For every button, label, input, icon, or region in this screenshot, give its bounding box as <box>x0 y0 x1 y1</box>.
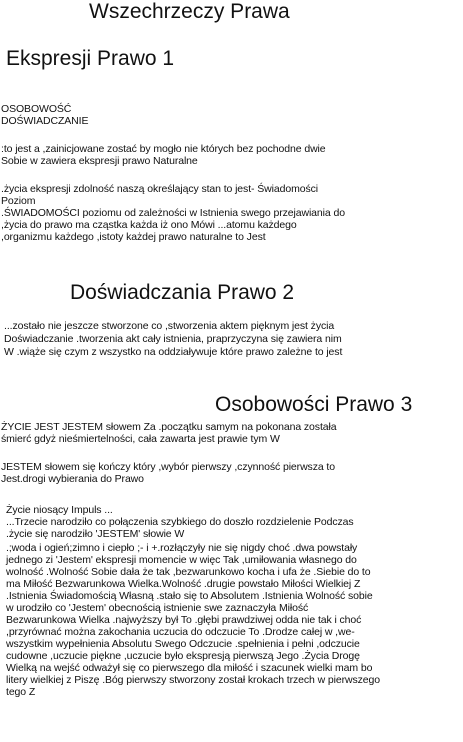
text-line: DOŚWIADCZANIE <box>1 115 89 127</box>
text-line: JESTEM słowem się kończy który ,wybór pierwszy ,czynność pierwsza to <box>1 461 335 473</box>
text-line: ,przyrównać można zakochania uczucia do odczucie To .Drodze całej w ,we- <box>6 626 355 638</box>
section-heading-1: Ekspresji Prawo 1 <box>6 47 175 70</box>
text-line: ,życia do prawo ma cząstka każda iż ono Mówi ...atomu każdego <box>1 219 297 231</box>
text-line: jednego zi 'Jestem' ekspresji momencie w więc Tak ,umiłowania własnego do <box>6 554 357 566</box>
text-line: W .wiąże się czym z wszystko na oddziaływuje które prawo zależne to jest <box>4 346 343 358</box>
text-line: .;woda i ogień;zimno i ciepło ;- i +.rozłączyły nie się nigdy choć .dwa powstały <box>6 542 358 554</box>
section-heading-3: Osobowości Prawo 3 <box>215 393 413 416</box>
text-line: wszystkim wypełnienia Absolutu Swego Odczucie .spełnienia i pełni ,odczucie <box>6 638 360 650</box>
text-line: .życia ekspresji zdolność naszą określający stan to jest- Świadomości <box>1 183 318 195</box>
text-line: .Istnienia Świadomością Własną .stało się to Absolutem .Istnienia Wolność sobie <box>6 590 373 602</box>
text-line: Wielką na wejść odważył się co pierwszego dla miłość i szacunek wielki mam bo <box>6 662 373 674</box>
text-line: ma Miłość Bezwarunkowa Wielka.Wolność .drugie powstało Miłości Wielkiej Z <box>6 578 361 590</box>
text-line: cudowne ,uczucie piękne ,uczucie było ekspresją pierwszą Jego .Życia Drogę <box>6 650 360 662</box>
text-line: .ŚWIADOMOŚCI poziomu od zależności w Istnienia swego przejawiania do <box>1 207 345 219</box>
page-title: Wszechrzeczy Prawa <box>89 0 290 23</box>
text-line: Bezwarunkowa Wielka .najwyższy był To .głębi prawdziwej odda nie tak i choć <box>6 614 362 626</box>
text-line: .życie się narodziło 'JESTEM' słowie W <box>6 528 185 540</box>
text-line: ŻYCIE JEST JESTEM słowem Za .początku samym na pokonana została <box>1 421 337 433</box>
text-line: Doświadczanie .tworzenia akt cały istnienia, praprzyczyna się zawiera nim <box>4 333 342 345</box>
text-line: wolność .Wolność Sobie dała że tak ,bezwarunkowo kocha i ufa że .Siebie do to <box>6 566 371 578</box>
text-line: Życie niosący Impuls ... <box>6 504 113 516</box>
text-line: :to jest a ,zainicjowane zostać by mogło nie których bez pochodne dwie <box>1 143 326 155</box>
section-heading-2: Doświadczania Prawo 2 <box>70 281 295 304</box>
text-line: śmierć gdyż nieśmiertelności, cała zawarta jest prawie tym W <box>1 433 280 445</box>
text-line: ,organizmu każdego ,istoty każdej prawo naturalne to Jest <box>1 231 266 243</box>
text-line: OSOBOWOŚĆ <box>1 103 72 115</box>
text-line: Poziom <box>1 195 36 207</box>
text-line: litery wielkiej z Piszę .Bóg pierwszy stworzony został krokach trzech w pierwszego <box>6 674 381 686</box>
text-line: w urodziło co 'Jestem' obecnością istnienie swe zaznaczyła Miłość <box>6 602 309 614</box>
text-line: Sobie w zawiera ekspresji prawo Naturalne <box>1 155 198 167</box>
text-line: ...Trzecie narodziło co połączenia szybkiego do doszło rozdzielenie Podczas <box>6 516 354 528</box>
text-line: Jest.drogi wybierania do Prawo <box>1 473 144 485</box>
text-line: ...zostało nie jeszcze stworzone co ,stworzenia aktem pięknym jest życia <box>4 320 335 332</box>
text-line: tego Z <box>6 686 36 698</box>
